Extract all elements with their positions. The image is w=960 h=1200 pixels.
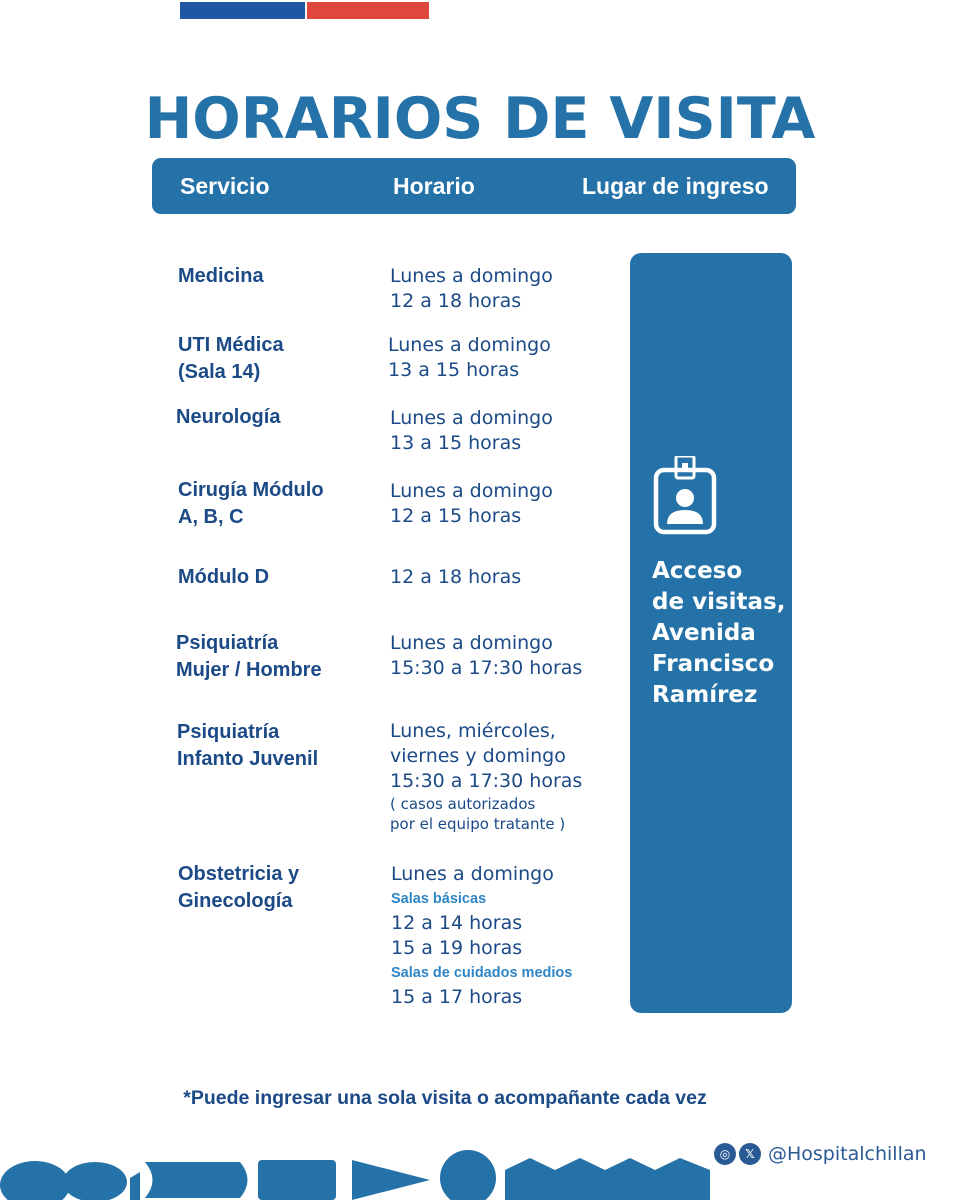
service-name-uti-medica: UTI Médica (Sala 14) bbox=[178, 334, 284, 383]
entrance-panel bbox=[630, 253, 792, 1013]
subheading-salas-basicas: Salas básicas bbox=[391, 891, 487, 907]
table-header bbox=[152, 158, 796, 214]
instagram-icon: ◎ bbox=[714, 1143, 736, 1165]
header-schedule: Horario bbox=[393, 173, 475, 199]
flag-stripe-blue bbox=[180, 2, 305, 19]
service-schedule-psiquiatria-adulto: Lunes a domingo 15:30 a 17:30 horas bbox=[390, 632, 583, 679]
service-schedule-neurologia: Lunes a domingo 13 a 15 horas bbox=[390, 407, 553, 454]
service-schedule-modulo-d: 12 a 18 horas bbox=[390, 566, 522, 588]
service-name-psiquiatria-infanto-juvenil: Psiquiatría Infanto Juvenil bbox=[177, 721, 319, 770]
entrance-text: Acceso de visitas, Avenida Francisco Ramírez bbox=[652, 558, 786, 708]
header-service: Servicio bbox=[180, 173, 270, 199]
service-name-psiquiatria-adulto: Psiquiatría Mujer / Hombre bbox=[176, 632, 322, 681]
service-name-modulo-d: Módulo D bbox=[178, 566, 270, 588]
service-name-obstetricia: Obstetricia y Ginecología bbox=[178, 863, 300, 912]
id-badge-icon bbox=[650, 456, 720, 536]
header-entrance: Lugar de ingreso bbox=[582, 173, 769, 199]
subheading-salas-cuidados-medios: Salas de cuidados medios bbox=[391, 965, 573, 981]
service-schedule-medicina: Lunes a domingo 12 a 18 horas bbox=[390, 265, 553, 312]
service-name-neurologia: Neurología bbox=[176, 406, 281, 428]
flag-stripe-red bbox=[307, 2, 429, 19]
x-twitter-icon: 𝕏 bbox=[739, 1143, 761, 1165]
service-schedule-psiquiatria-infanto-juvenil: Lunes, miércoles, viernes y domingo 15:30 a 17:30 horas ( casos autorizados por el equipo tratante ) bbox=[390, 719, 620, 834]
page-title: HORARIOS DE VISITA bbox=[144, 86, 816, 152]
footnote: *Puede ingresar una sola visita o acompañante cada vez bbox=[183, 1087, 707, 1109]
schedule-note: ( casos autorizados bbox=[390, 795, 536, 813]
service-name-cirugia: Cirugía Módulo A, B, C bbox=[178, 479, 324, 528]
service-schedule-obstetricia: Lunes a domingo Salas básicas 12 a 14 horas 15 a 19 horas Salas de cuidados medios 15 a 17 horas bbox=[391, 862, 621, 1010]
social-handle-text: @Hospitalchillan bbox=[768, 1143, 927, 1165]
decorative-footer-shapes bbox=[0, 1150, 960, 1200]
service-schedule-cirugia: Lunes a domingo 12 a 15 horas bbox=[390, 480, 553, 527]
service-name-medicina: Medicina bbox=[178, 265, 264, 287]
schedule-note: por el equipo tratante ) bbox=[390, 815, 566, 833]
service-schedule-uti-medica: Lunes a domingo 13 a 15 horas bbox=[388, 334, 551, 381]
